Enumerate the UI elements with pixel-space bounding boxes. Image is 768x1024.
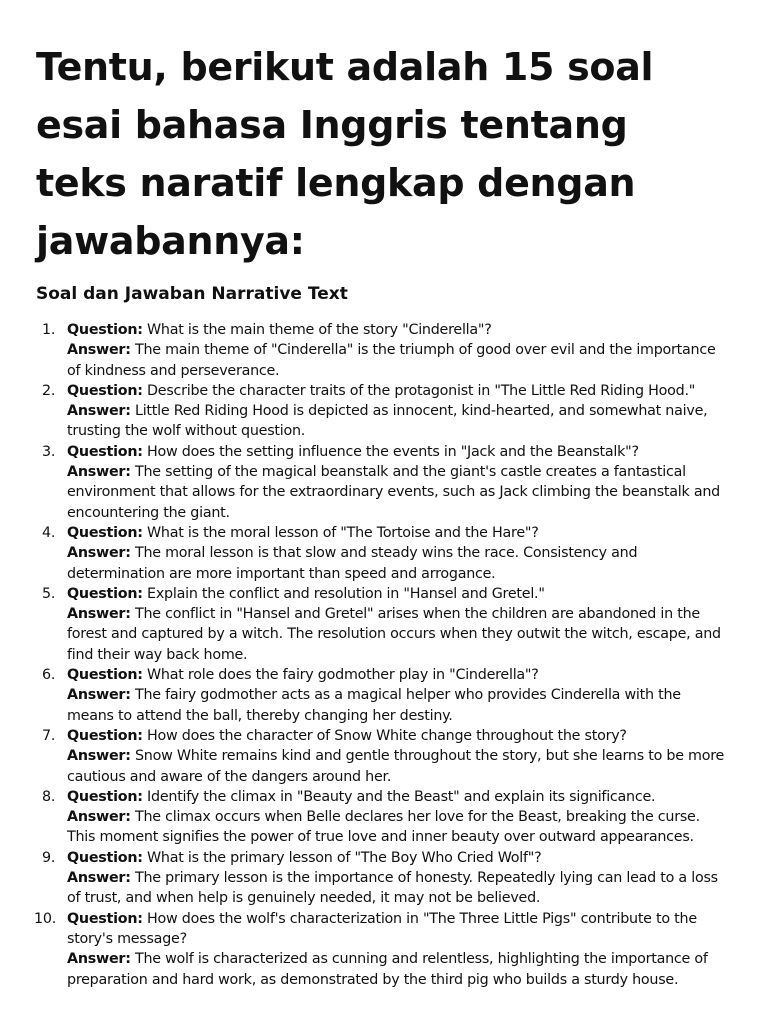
question-label: Question: (67, 443, 143, 460)
answer-text: The wolf is characterized as cunning and relentless, highlighting the importance of preparation and hard work, as demonstrated by the third pig who builds a sturdy house. (67, 951, 708, 988)
question-label: Question: (67, 727, 143, 744)
question-label: Question: (67, 382, 143, 399)
question-text: Identify the climax in "Beauty and the Beast" and explain its significance. (147, 788, 656, 805)
question-text: How does the character of Snow White change throughout the story? (147, 727, 627, 744)
question-text: What is the moral lesson of "The Tortoise and the Hare"? (147, 524, 539, 541)
question-label: Question: (67, 667, 143, 684)
question-label: Question: (67, 788, 143, 805)
answer-label: Answer: (67, 809, 131, 826)
answer-line (67, 949, 730, 990)
answer-text: The setting of the magical beanstalk and the giant's castle creates a fantastical environment that allows for the extraordinary events, such as Jack climbing the beanstalk and encountering the giant. (67, 464, 720, 521)
answer-label: Answer: (67, 464, 131, 481)
item-number: 3. (42, 443, 56, 460)
question-label: Question: (67, 849, 143, 866)
answer-line (67, 340, 730, 381)
answer-text: The climax occurs when Belle declares her love for the Beast, breaking the curse. This moment signifies the power of true love and inner beauty over outward appearances. (67, 809, 700, 846)
qa-item (36, 909, 730, 990)
answer-label: Answer: (67, 951, 131, 968)
answer-label: Answer: (67, 748, 131, 765)
question-line (67, 584, 730, 604)
question-line (67, 320, 730, 340)
answer-line (67, 543, 730, 584)
answer-text: The main theme of "Cinderella" is the triumph of good over evil and the importance of kindness and perseverance. (67, 342, 716, 379)
answer-line (67, 604, 730, 665)
question-line (67, 909, 730, 950)
item-number: 9. (42, 849, 56, 866)
answer-label: Answer: (67, 342, 131, 359)
item-number: 10. (34, 910, 56, 927)
answer-text: The moral lesson is that slow and steady wins the race. Consistency and determination are more important than speed and arrogance. (67, 545, 638, 582)
qa-item (36, 787, 730, 848)
qa-item (36, 726, 730, 787)
answer-text: Snow White remains kind and gentle throughout the story, but she learns to be more cautious and aware of the dangers around her. (67, 748, 725, 785)
question-line (67, 665, 730, 685)
answer-line (67, 685, 730, 726)
qa-item (36, 442, 730, 523)
answer-label: Answer: (67, 403, 131, 420)
answer-label: Answer: (67, 687, 131, 704)
question-label: Question: (67, 322, 143, 338)
qa-item (36, 523, 730, 584)
question-label: Question: (67, 524, 143, 541)
question-line (67, 381, 730, 401)
qa-list (36, 320, 730, 990)
answer-line (67, 746, 730, 787)
answer-label: Answer: (67, 545, 131, 562)
question-line (67, 787, 730, 807)
item-number: 2. (42, 382, 56, 399)
question-text: Describe the character traits of the protagonist in "The Little Red Riding Hood." (147, 382, 696, 399)
answer-text: Little Red Riding Hood is depicted as innocent, kind-hearted, and somewhat naive, trusting the wolf without question. (67, 403, 708, 440)
item-number: 5. (42, 585, 56, 602)
question-text: How does the wolf's characterization in "The Three Little Pigs" contribute to the story's message? (67, 910, 697, 947)
question-text: How does the setting influence the events in "Jack and the Beanstalk"? (147, 443, 639, 460)
item-number: 1. (42, 322, 56, 338)
item-number: 7. (42, 727, 56, 744)
question-line (67, 726, 730, 746)
question-line (67, 523, 730, 543)
question-label: Question: (67, 910, 143, 927)
item-number: 4. (42, 524, 56, 541)
question-line (67, 848, 730, 868)
answer-text: The conflict in "Hansel and Gretel" arises when the children are abandoned in the forest and captured by a witch. The resolution occurs when they outwit the witch, escape, and find their way back home. (67, 606, 721, 663)
question-text: What role does the fairy godmother play in "Cinderella"? (147, 667, 539, 684)
qa-item (36, 381, 730, 442)
question-text: What is the main theme of the story "Cinderella"? (147, 322, 492, 338)
question-line (67, 442, 730, 462)
section-heading: Soal dan Jawaban Narrative Text (36, 284, 348, 304)
item-number: 8. (42, 788, 56, 805)
answer-line (67, 462, 730, 523)
page-title: Tentu, berikut adalah 15 soal esai bahasa Inggris tentang teks naratif lengkap dengan jawabannya: (36, 45, 654, 263)
answer-text: The fairy godmother acts as a magical helper who provides Cinderella with the means to attend the ball, thereby changing her destiny. (67, 687, 681, 724)
answer-text: The primary lesson is the importance of honesty. Repeatedly lying can lead to a loss of trust, and when help is genuinely needed, it may not be believed. (67, 870, 718, 907)
question-label: Question: (67, 585, 143, 602)
qa-item (36, 848, 730, 909)
answer-line (67, 868, 730, 909)
answer-line (67, 401, 730, 442)
answer-label: Answer: (67, 606, 131, 623)
qa-item (36, 665, 730, 726)
item-number: 6. (42, 667, 56, 684)
qa-item (36, 584, 730, 665)
qa-item (36, 320, 730, 381)
answer-line (67, 807, 730, 848)
answer-label: Answer: (67, 870, 131, 887)
question-text: What is the primary lesson of "The Boy Who Cried Wolf"? (147, 849, 542, 866)
question-text: Explain the conflict and resolution in "Hansel and Gretel." (147, 585, 545, 602)
